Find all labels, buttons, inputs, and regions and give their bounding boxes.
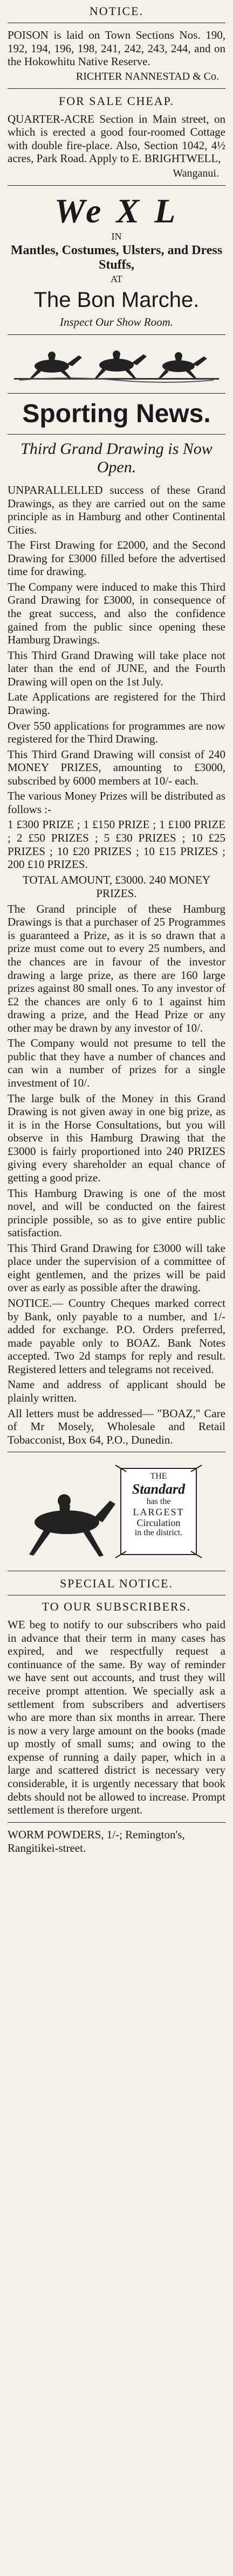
special-body: WE beg to notify to our subscribers who paid in advance that their term in many cases has expired, and we respectfully request a continuance of the same. By way of reminder we have sent out accounts, and trust they will receive prompt attention. We specially ask a settlement from subscribers and advertisers who are more than six months in arrear. There is now a very large amount on the books (made up mostly of small sums; and owing to the expense of running a daily paper, which in a large and scattered district is necessary very considerable, it is urgently necessary that book debts should not be allowed to increase. Prompt settlement is therefore urgent. <box>8 1618 225 1817</box>
divider <box>8 88 225 89</box>
special-sub: TO OUR SUBSCRIBERS. <box>42 1600 191 1614</box>
standard-line3: has the <box>146 1497 171 1507</box>
sporting-paragraph: Late Applications are registered for the Third Drawing. <box>8 690 225 717</box>
divider <box>8 434 225 435</box>
for-sale-ad <box>8 94 225 180</box>
sporting-paragraph: NOTICE.— Country Cheques marked correct by Bank, only payable to a number, and 1/- added for exchange. P.O. Orders preferred, made payable only to BOAZ. Bank Notes accepted. Two 2d stamps for reply and result. Registered letters and telegrams not received. <box>8 1297 225 1376</box>
standard-line1: THE <box>150 1472 167 1481</box>
prize-list: 1 £300 PRIZE ; 1 £150 PRIZE ; 1 £100 PRIZE ; 2 £50 PRIZES ; 5 £30 PRIZES ; 10 £25 PRIZES ; 10 £20 PRIZES ; 10 £15 PRIZES ; 200 £10 PRIZES. <box>8 818 225 871</box>
special-heading: SPECIAL NOTICE. <box>59 1577 174 1591</box>
sporting-paragraph: This Third Grand Drawing for £3000 will take place under the supervision of a committee of eight gentlemen, and the prizes will be paid over as early as possible after the drawing. <box>8 1241 225 1294</box>
for-sale-body: QUARTER-ACRE Section in Main street, on which is erected a good four-roomed Cottage with double fire-place. Also, Section 1042, 4½ acres, Park Road. Apply to E. BRIGHTWELL, <box>8 112 225 165</box>
bon-marche-tagline: Inspect Our Show Room. <box>60 315 173 328</box>
sporting-paragraph: The large bulk of the Money in this Grand Drawing is not given away in one big prize, as it is in the Horse Consultations, but you will observe in this Hamburg Drawing that the £3000 is fairly proportioned into 240 PRIZES giving every shareholder an equal chance of getting a good prize. <box>8 1091 225 1184</box>
standard-ad <box>8 1458 225 1565</box>
standard-line4: LARGEST <box>133 1507 184 1518</box>
bon-marche-ad <box>8 191 225 329</box>
sporting-news-ad <box>8 399 225 1446</box>
sporting-paragraph: This Third Grand Drawing will take place not later than the end of JUNE, and the Fourth Drawing will open on the 1st July. <box>8 648 225 688</box>
bon-marche-in: IN <box>111 230 122 242</box>
sporting-paragraph: UNPARALLELLED success of these Grand Drawings, as they are carried out on the same principle as in Hamburg and other Continental Cities. <box>8 483 225 536</box>
worm-powders-ad: WORM POWDERS, 1/-; Remington's, Rangitikei-street. <box>8 1828 185 1854</box>
for-sale-heading: FOR SALE CHEAP. <box>59 94 174 108</box>
sporting-paragraph: All letters must be addressed— "BOAZ," Care of Mr Mosely, Wholesale and Retail Tobacconist, Box 64, P.O., Dunedin. <box>8 1406 225 1446</box>
bon-marche-line: Mantles, Costumes, Ulsters, and Dress Stuffs, <box>10 243 223 272</box>
divider <box>8 334 225 335</box>
for-sale-signature: Wanganui. <box>173 167 219 179</box>
prize-total: TOTAL AMOUNT, £3000. 240 MONEY PRIZES. <box>23 873 210 900</box>
notice-signature: RICHTER NANNESTAD & Co. <box>76 70 219 82</box>
newspaper-column <box>8 4 225 1855</box>
sporting-paragraph: Over 550 applications for programmes are now registered for the Third Drawing. <box>8 719 225 746</box>
bon-marche-store: The Bon Marche. <box>33 288 200 312</box>
sporting-paragraph: The Grand principle of these Hamburg Drawings is that a purchaser of 25 Programmes is guaranteed a Prize, as it is so drawn that a prize must come out to every 25 numbers, and the chances are in favour of the investor drawing a large prize, as there are 160 large prizes against 80 small ones. To any investor of £2 the chances are only 6 to 1 against him drawing a prize, and the Head Prize or any other may be drawn by any investor of 10/. <box>8 902 225 1034</box>
standard-banner <box>121 1472 196 1538</box>
sporting-paragraph: The Company would not presume to tell the public that they have a number of chances and can win a number of prizes for a single investment of 10/. <box>8 1037 225 1089</box>
notice-body: POISON is laid on Town Sections Nos. 190, 192, 194, 196, 198, 241, 242, 243, 244, and on the Hokowhitu Native Reserve. <box>8 29 225 68</box>
notice-heading: NOTICE. <box>89 4 144 18</box>
divider <box>8 1822 225 1823</box>
sporting-title: Sporting News. <box>22 399 211 428</box>
divider <box>8 393 225 394</box>
sporting-paragraph: Name and address of applicant should be plainly written. <box>8 1378 225 1404</box>
bon-marche-at: AT <box>111 273 122 284</box>
sporting-paragraph: This Third Grand Drawing will consist of 240 MONEY PRIZES, amounting to £3000, subscribed by 6000 members at 10/- each. <box>8 747 225 787</box>
standard-line6: in the district. <box>134 1528 183 1538</box>
sporting-subtitle: Third Grand Drawing is Now Open. <box>20 439 213 477</box>
sporting-paragraph: The First Drawing for £2000, and the Second Drawing for £3000 filled before the advertised time for drawing. <box>8 538 225 578</box>
standard-line2: Standard <box>132 1481 186 1497</box>
sporting-paragraph: The various Money Prizes will be distributed as follows :- <box>8 789 225 816</box>
horse-racing-illustration <box>14 340 219 388</box>
special-notice-ad <box>8 1577 225 1816</box>
notice-ad <box>8 4 225 83</box>
divider <box>8 185 225 186</box>
bon-marche-title: We X L <box>54 191 179 230</box>
standard-line5: Circulation <box>136 1517 181 1529</box>
sporting-paragraph: The Company were induced to make this Third Grand Drawing for £3000, in consequence of the great success, and also the confidence gained from the public since opening these Hamburg Drawings. <box>8 580 225 647</box>
sporting-paragraph: This Hamburg Drawing is one of the most novel, and will be conducted on the fairest principle possible, so as to give entire public satisfaction. <box>8 1186 225 1240</box>
